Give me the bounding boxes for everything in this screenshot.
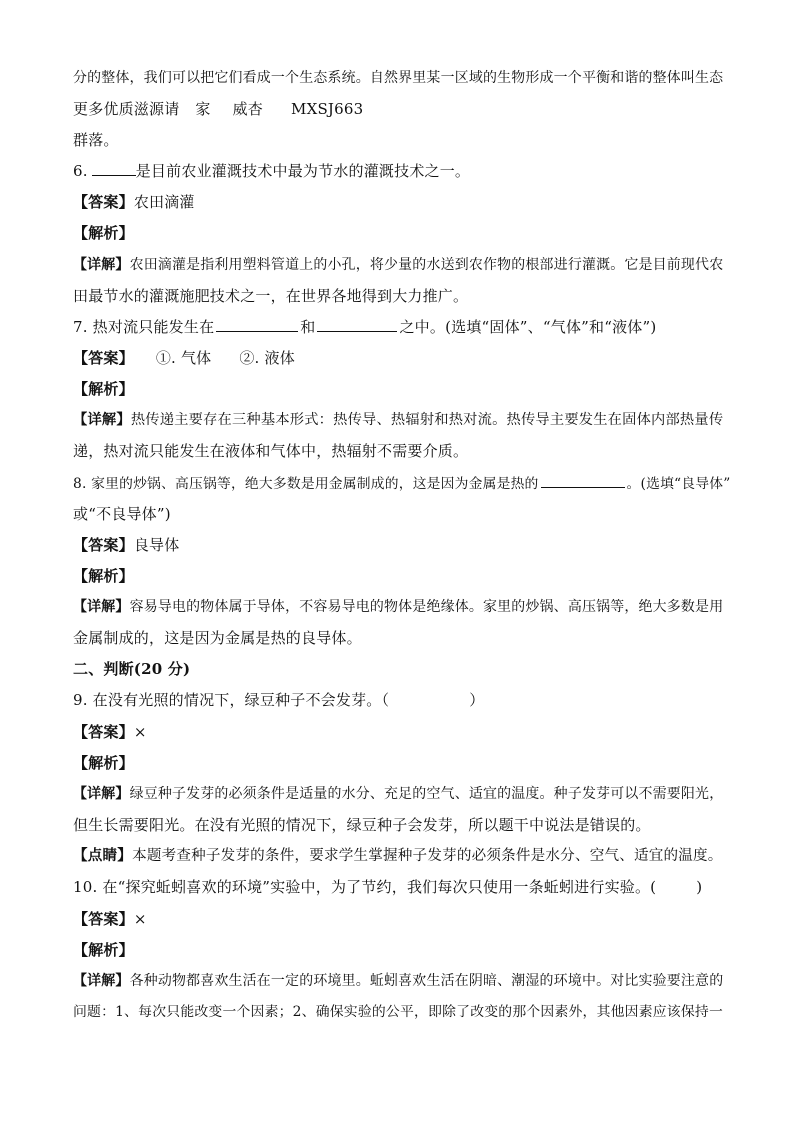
detail-9 — [73, 784, 723, 804]
answer-text: 农田滴灌 — [133, 193, 195, 211]
section-heading: 二、判断(20 分) — [73, 660, 191, 678]
detail-tag: 【详解】 — [73, 973, 130, 989]
answer-tag: 【答案】 — [73, 193, 134, 211]
detail-text: 各种动物都喜欢生活在一定的环境里。蚯蚓喜欢生活在阴暗、潮湿的环境中。对比实验要注意的 — [129, 973, 724, 989]
paragraph-line: 田最节水的灌溉施肥技术之一，在世界各地得到大力推广。 — [73, 287, 469, 305]
question-text: 和 — [300, 318, 316, 336]
question-text: 8. 家里的炒锅、高压锅等，绝大多数是用金属制成的，这是因为金属是热的 — [73, 476, 539, 492]
detail-tag: 【详解】 — [73, 412, 131, 428]
detail-8 — [73, 597, 723, 617]
answer-10 — [73, 909, 147, 929]
question-text: ) — [696, 878, 703, 896]
detail-10 — [73, 971, 723, 991]
comment-tag: 【点睛】 — [73, 847, 133, 864]
answer-7 — [73, 348, 295, 368]
question-text: 10. 在“探究蚯蚓喜欢的环境”实验中，为了节约，我们每次只使用一条蚯蚓进行实验。( — [73, 878, 657, 896]
comment-9 — [73, 846, 723, 866]
watermark-code: MXSJ663 — [291, 100, 364, 118]
answer-tag: 【答案】 — [73, 723, 134, 741]
paragraph-line: 问题：1、每次只能改变一个因素；2、确保实验的公平，即除了改变的那个因素外，其他因素应该保持一 — [73, 1004, 723, 1020]
detail-tag: 【详解】 — [73, 257, 130, 273]
answer-option: ①. 气体 — [155, 349, 212, 367]
detail-text: 农田滴灌是指利用塑料管道上的小孔，将少量的水送到农作物的根部进行灌溉。它是目前现代农 — [129, 257, 724, 273]
analysis-tag: 【解析】 — [73, 567, 134, 585]
answer-8 — [73, 535, 179, 555]
paragraph-line: 金属制成的，这是因为金属是热的良导体。 — [73, 629, 362, 647]
paragraph-line: 群落。 — [73, 131, 119, 149]
paragraph-line: 分的整体，我们可以把它们看成一个生态系统。自然界里某一区域的生物形成一个平衡和谐的整体叫生态 — [73, 70, 724, 86]
question-text: 9. 在没有光照的情况下，绿豆种子不会发芽。（ — [73, 691, 390, 709]
detail-text: 容易导电的物体属于导体，不容易导电的物体是绝缘体。家里的炒锅、高压锅等，绝大多数是用 — [129, 599, 724, 615]
analysis-tag: 【解析】 — [73, 754, 134, 772]
question-7 — [73, 317, 656, 337]
answer-option: ②. 液体 — [239, 349, 295, 367]
answer-blank — [216, 317, 298, 332]
answer-text: × — [133, 910, 147, 928]
analysis-tag: 【解析】 — [73, 224, 134, 242]
watermark-text: 更多优质滋源请 — [73, 100, 180, 118]
question-number: 6. — [73, 162, 88, 180]
watermark-line — [73, 99, 363, 119]
answer-blank — [92, 161, 136, 176]
analysis-tag: 【解析】 — [73, 380, 134, 398]
watermark-text: 家 — [195, 100, 211, 118]
detail-text: 热传递主要存在三种基本形式：热传导、热辐射和热对流。热传导主要发生在固体内部热量传 — [130, 412, 724, 428]
paragraph-line: 递，热对流只能发生在液体和气体中，热辐射不需要介质。 — [73, 442, 469, 460]
answer-tag: 【答案】 — [73, 910, 134, 928]
comment-text: 本题考查种子发芽的条件，要求学生掌握种子发芽的必须条件是水分、空气、适宜的温度。 — [132, 847, 723, 864]
answer-9 — [73, 722, 147, 742]
answer-text: 良导体 — [133, 536, 180, 554]
answer-text: × — [133, 723, 147, 741]
question-9 — [73, 690, 484, 710]
detail-text: 绿豆种子发芽的必须条件是适量的水分、充足的空气、适宜的温度。种子发芽可以不需要阳光， — [129, 786, 724, 802]
detail-tag: 【详解】 — [73, 599, 130, 615]
analysis-tag: 【解析】 — [73, 941, 134, 959]
detail-tag: 【详解】 — [73, 786, 130, 802]
answer-tag: 【答案】 — [73, 536, 134, 554]
answer-tag: 【答案】 — [73, 349, 134, 367]
answer-blank — [317, 317, 397, 332]
detail-7 — [73, 410, 723, 430]
answer-6 — [73, 192, 195, 212]
watermark-text: 威杏 — [232, 100, 264, 118]
question-text: 是目前农业灌溉技术中最为节水的灌溉技术之一。 — [135, 162, 471, 180]
question-text: 。(选填“良导体” — [626, 476, 731, 492]
answer-blank — [541, 473, 625, 488]
paragraph-line: 或“不良导体”) — [73, 505, 171, 523]
detail-6 — [73, 255, 723, 275]
question-text: 7. 热对流只能发生在 — [73, 318, 215, 336]
question-10 — [73, 877, 702, 897]
question-text: 之中。(选填“固体”、“气体”和“液体”) — [399, 318, 657, 336]
question-6 — [73, 161, 470, 181]
paragraph-line: 但生长需要阳光。在没有光照的情况下，绿豆种子会发芽，所以题干中说法是错误的。 — [73, 816, 651, 834]
question-text: ） — [469, 691, 485, 709]
question-8 — [73, 473, 731, 494]
